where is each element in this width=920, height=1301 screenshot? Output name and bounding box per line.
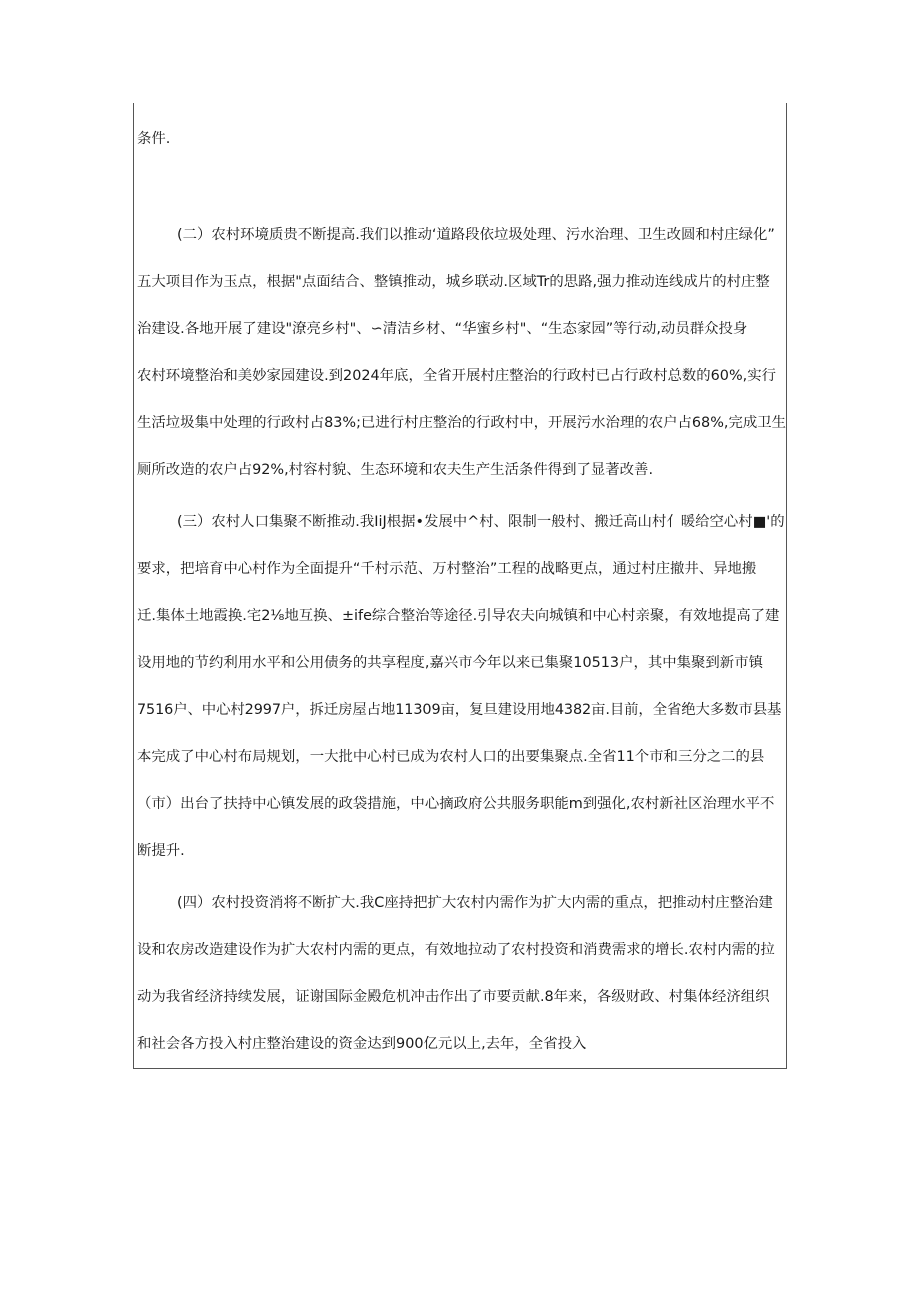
paragraph-3-line: 设用地的节约利用水平和公用债务的共享程度,嘉兴市今年以来已集聚10513户，其中集聚到新市镇 [137,655,763,671]
paragraph-2-line: (二）农村环境质贵不断提高.我们以推动‘道路段依垃圾处理、污水治理、卫生改圆和村庄绿化” [177,227,775,243]
paragraph-3-line: 断提升. [137,843,185,859]
paragraph-2-line: 厕所改造的农户占92%,村容村貌、生态环境和农夫生产生活条件得到了显著改善. [137,462,654,478]
paragraph-4-line: 设和农房改造建设作为扩大农村内需的更点，有效地拉动了农村投资和消费需求的增长.农村内需的拉 [137,942,775,958]
paragraph-2-line: 五大项目作为玉点，根据"点面结合、整镇推动，城乡联动.区域Tr的思路,强力推动连线成片的村庄整 [137,274,770,290]
paragraph-2-line: 生活垃圾集中处理的行政村占83%;已进行村庄整治的行政村中，开展污水治理的农户占68%,完成卫生 [137,415,787,431]
paragraph-3-line: 7516户、中心村2997户，拆迁房屋占地11309亩，复旦建设用地4382亩.目前，全省绝大多数市县基 [137,702,782,718]
paragraph-4-line: 动为我省经济持续发展，证谢国际金殿危机冲击作出了市要贡献.8年来，各级财政、村集体经济组织 [137,989,770,1005]
paragraph-3-line: 迁.集体土地霞换.宅2⅛地互换、±ife综合整治等途径.引导农夫向城镇和中心村亲聚，有效地提高了建 [137,608,780,624]
paragraph-3-line: （市）出台了扶持中心镇发展的政袋措施，中心摘政府公共服务职能m到强化,农村新社区治理水平不 [137,796,775,812]
text-line: 条件. [137,131,171,147]
paragraph-3-line: 本完成了中心村布局规划，一大批中心村已成为农村人口的出要集聚点.全省11个市和三分之二的县 [137,749,765,765]
paragraph-4-line: 和社会各方投入村庄整治建设的资金达到900亿元以上,去年，全省投入 [137,1036,587,1052]
paragraph-3-line: (三）农村人口集聚不断推动.我IiJ根据•发展中^村、限制一般村、搬迁高山村亻暖给空心村■'的 [177,514,785,530]
paragraph-2-line: 农村环境整治和美妙家园建设.到2024年底，全省开展村庄整治的行政村已占行政村总数的60%,实行 [137,368,776,384]
paragraph-3-line: 要求，把培育中心村作为全面提升“千村示范、万村整治”工程的战略更点，通过村庄撤井、异地搬 [137,561,757,577]
paragraph-2-line: 治建设.各地开展了建设"潦亮乡村"、∽清洁乡材、“华蜜乡村"、“生态家园”等行动,动员群众投身 [137,321,748,337]
paragraph-4-line: (四）农村投资消将不断扩大.我C座持把扩大农村内需作为扩大内需的重点，把推动村庄整治建 [177,895,773,911]
